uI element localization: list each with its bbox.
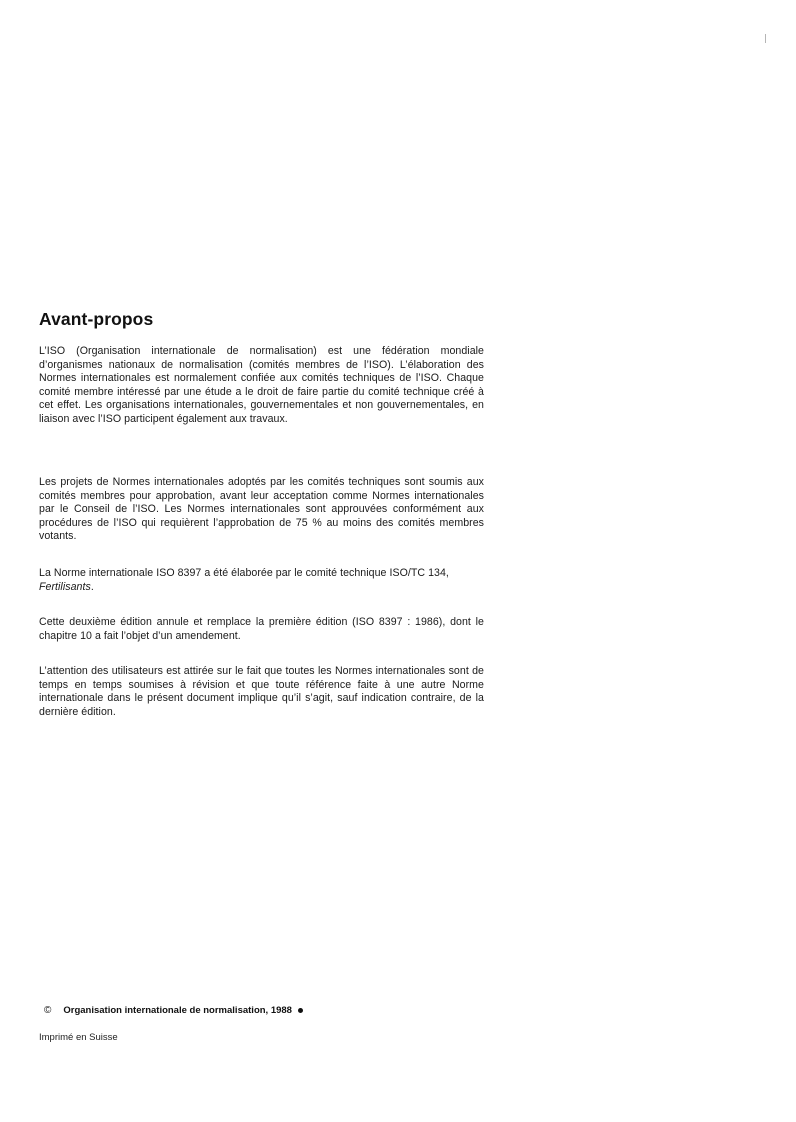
paragraph-revision-note: L’attention des utilisateurs est attirée sur le fait que toutes les Normes internationales sont de temps en temps soumises à révision et que toute référence faite à une autre Norme internationale dans le présent document implique qu’il s’agit, sauf indication contraire, de la dernière édition. (39, 665, 484, 718)
committee-name: Fertilisants (39, 580, 91, 593)
printed-in: Imprimé en Suisse (39, 1032, 118, 1043)
bullet-icon (298, 1008, 303, 1013)
paragraph-committee (39, 567, 484, 594)
committee-period: . (90, 580, 94, 593)
page-title: Avant-propos (39, 309, 154, 329)
copyright-icon: © (44, 1005, 52, 1016)
copyright-text: Organisation internationale de normalisation, 1988 (63, 1005, 303, 1016)
committee-text: La Norme internationale ISO 8397 a été élaborée par le comité technique ISO/TC 134, (39, 567, 449, 579)
paragraph-edition: Cette deuxième édition annule et remplace la première édition (ISO 8397 : 1986), dont le chapitre 10 a fait l’objet d’un amendement. (39, 616, 484, 642)
paragraph-iso-intro: L’ISO (Organisation internationale de normalisation) est une fédération mondiale d’organismes nationaux de normalisation (comités membres de l’ISO). L’élaboration des Normes internationales est normalement confiée aux comités techniques de l’ISO. Chaque comité membre intéressé par une étude a le droit de faire partie du comité technique créé à cet effet. Les organisations internationales, gouvernementales et non gouvernementales, en liaison avec l’ISO participent également aux travaux. (39, 345, 484, 425)
page-edge-mark (765, 34, 766, 43)
copyright-line (44, 1005, 303, 1016)
paragraph-draft-approval: Les projets de Normes internationales adoptés par les comités techniques sont soumis aux comités membres pour approbation, avant leur acceptation comme Normes internationales par le Conseil de l’ISO. Les Normes internationales sont approuvées conformément aux procédures de l’ISO qui requièrent l’approbation de 75 % au moins des comités membres votants. (39, 476, 484, 543)
